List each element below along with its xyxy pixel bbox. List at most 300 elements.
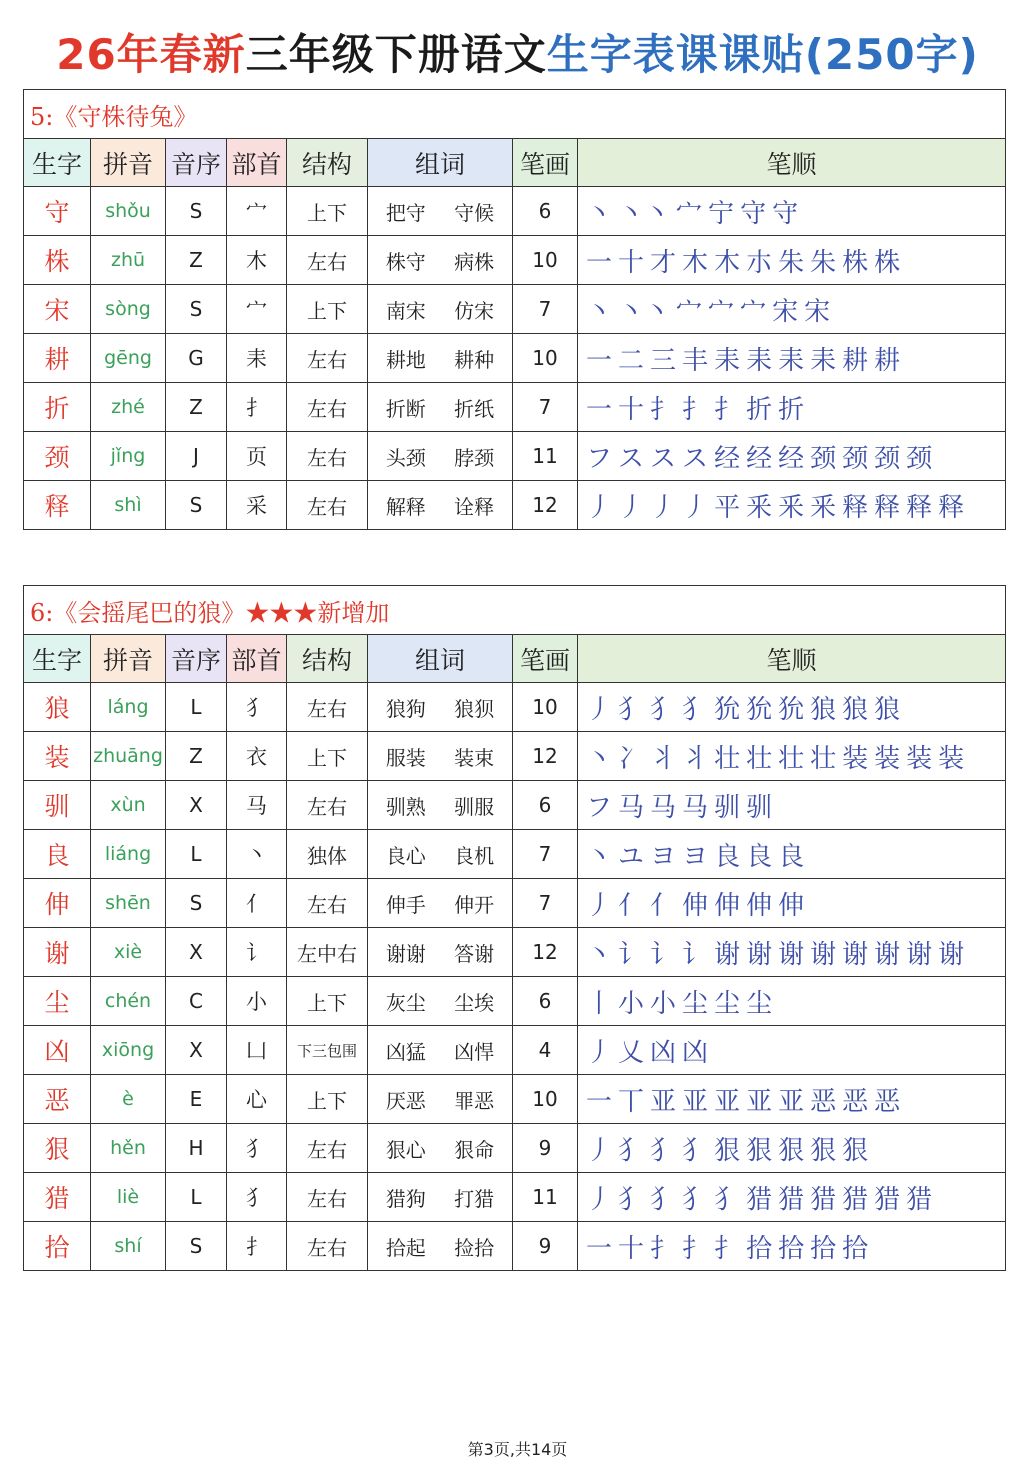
cell-radical: 犭 [227,1124,287,1173]
cell-char: 良 [24,830,91,879]
stroke-step: 才 [650,247,677,278]
stroke-step: 亚 [778,1086,805,1117]
table-row [24,1222,1006,1271]
cell-structure: 左右 [287,781,368,830]
stroke-step: 拾 [778,1233,805,1264]
stroke-step: 狠 [810,1135,837,1166]
cell-stroke-sequence [578,432,1006,481]
cell-char: 驯 [24,781,91,830]
cell-structure: 上下 [287,977,368,1026]
cell-pinyin: hěn [91,1124,166,1173]
stroke-step: 谢 [778,939,805,970]
stroke-step: 丶 [586,939,613,970]
cell-radical: 页 [227,432,287,481]
stroke-step: 耒 [714,345,741,376]
cell-pinyin: zhé [91,383,166,432]
stroke-step: 亚 [746,1086,773,1117]
page-title [0,22,1035,82]
stroke-step: 驯 [714,792,741,823]
cell-structure: 左右 [287,1222,368,1271]
stroke-step: 恶 [842,1086,869,1117]
stroke-step: 釆 [778,492,805,523]
cell-words: 解释 诠释 [368,481,513,530]
cell-radical: 马 [227,781,287,830]
stroke-step: 十 [618,394,645,425]
cell-order: S [166,285,227,334]
cell-words: 服装 装束 [368,732,513,781]
stroke-step: 猎 [778,1184,805,1215]
cell-structure: 左右 [287,1124,368,1173]
stroke-step: 壮 [810,743,837,774]
cell-structure: 左中右 [287,928,368,977]
cell-structure: 下三包围 [287,1026,368,1075]
cell-stroke-sequence [578,1075,1006,1124]
lesson-title: 5:《守株待兔》 [24,90,1006,139]
cell-order: X [166,1026,227,1075]
stroke-step: 宀 [676,296,703,327]
cell-structure: 左右 [287,334,368,383]
header-structure: 结构 [287,139,368,187]
header-strokes: 笔画 [513,139,578,187]
stroke-step: 凶 [682,1037,709,1068]
stroke-step: 谢 [906,939,933,970]
cell-pinyin: liè [91,1173,166,1222]
cell-words: 伸手 伸开 [368,879,513,928]
cell-char: 猎 [24,1173,91,1222]
stroke-step: 一 [586,1086,613,1117]
stroke-step: 一 [586,1233,613,1264]
cell-order: C [166,977,227,1026]
stroke-step: 耕 [874,345,901,376]
stroke-step: 尘 [682,988,709,1019]
table-row [24,432,1006,481]
stroke-step: 马 [682,792,709,823]
stroke-step: 狼 [874,694,901,725]
stroke-step: 拾 [810,1233,837,1264]
cell-words: 耕地 耕种 [368,334,513,383]
stroke-step: 狁 [778,694,805,725]
cell-pinyin: xiè [91,928,166,977]
cell-order: S [166,879,227,928]
cell-structure: 左右 [287,481,368,530]
stroke-step: 一 [586,345,613,376]
stroke-step: 扌 [714,394,741,425]
cell-pinyin: xùn [91,781,166,830]
stroke-step: 装 [938,743,965,774]
stroke-step: 伸 [778,890,805,921]
stroke-step: 恶 [810,1086,837,1117]
stroke-step: フ [586,792,613,823]
table-row [24,879,1006,928]
stroke-step: 株 [874,247,901,278]
cell-structure: 上下 [287,732,368,781]
stroke-step: 谢 [842,939,869,970]
stroke-step: 丶 [586,841,613,872]
stroke-step: 经 [746,443,773,474]
cell-char: 尘 [24,977,91,1026]
table-row [24,830,1006,879]
stroke-step: 丶丶 [618,198,671,229]
stroke-step: 犭 [618,694,645,725]
stroke-step: 亚 [650,1086,677,1117]
cell-structure: 左右 [287,683,368,732]
cell-radical: 亻 [227,879,287,928]
stroke-step: 经 [714,443,741,474]
stroke-step: 讠 [682,939,709,970]
title-part-table: 生字表课课贴(250字) [546,30,979,79]
table-row [24,732,1006,781]
stroke-step: 亻 [650,890,677,921]
cell-pinyin: gēng [91,334,166,383]
cell-stroke-sequence [578,1173,1006,1222]
cell-words: 猎狗 打猎 [368,1173,513,1222]
stroke-step: 小 [650,988,677,1019]
table-row [24,285,1006,334]
cell-radical: 木 [227,236,287,285]
cell-char: 凶 [24,1026,91,1075]
table-row [24,383,1006,432]
cell-words: 拾起 捡拾 [368,1222,513,1271]
stroke-step: 犭 [618,1184,645,1215]
table-row [24,977,1006,1026]
cell-order: G [166,334,227,383]
stroke-step: 丬 [650,743,677,774]
cell-words: 南宋 仿宋 [368,285,513,334]
table-row [24,781,1006,830]
stroke-step: 丶 [586,296,613,327]
cell-stroke-sequence [578,481,1006,530]
stroke-step: 犭 [682,1135,709,1166]
cell-radical: 宀 [227,187,287,236]
title-part-year: 26年春新 [56,30,246,79]
stroke-step: 犭 [682,694,709,725]
cell-stroke-sequence [578,334,1006,383]
stroke-step: 壮 [778,743,805,774]
cell-radical: 讠 [227,928,287,977]
header-words: 组词 [368,635,513,683]
stroke-step: 宋 [772,296,799,327]
cell-strokes: 9 [513,1222,578,1271]
stroke-step: 恶 [874,1086,901,1117]
cell-pinyin: liáng [91,830,166,879]
cell-strokes: 7 [513,879,578,928]
stroke-step: 丿 [586,694,613,725]
cell-char: 拾 [24,1222,91,1271]
table-row [24,187,1006,236]
cell-words: 厌恶 罪恶 [368,1075,513,1124]
cell-radical: 宀 [227,285,287,334]
stroke-step: 猎 [746,1184,773,1215]
stroke-step: 凶 [650,1037,677,1068]
stroke-step: 狠 [746,1135,773,1166]
stroke-step: 尘 [714,988,741,1019]
stroke-step: 丿 [682,492,709,523]
stroke-step: 折 [778,394,805,425]
cell-strokes: 4 [513,1026,578,1075]
cell-structure: 左右 [287,383,368,432]
header-char: 生字 [24,635,91,683]
cell-stroke-sequence [578,732,1006,781]
stroke-step: 猎 [842,1184,869,1215]
cell-stroke-sequence [578,236,1006,285]
stroke-step: 装 [874,743,901,774]
cell-stroke-sequence [578,977,1006,1026]
stroke-step: 犭 [650,1184,677,1215]
cell-words: 头颈 脖颈 [368,432,513,481]
cell-stroke-sequence [578,879,1006,928]
stroke-step: 犭 [650,1135,677,1166]
cell-char: 耕 [24,334,91,383]
cell-order: X [166,781,227,830]
lesson-title-row [24,90,1006,139]
header-words: 组词 [368,139,513,187]
stroke-step: 丿 [586,492,613,523]
cell-stroke-sequence [578,830,1006,879]
cell-radical: 犭 [227,1173,287,1222]
cell-order: J [166,432,227,481]
stroke-step: 丨 [586,988,613,1019]
cell-strokes: 7 [513,830,578,879]
header-radical: 部首 [227,139,287,187]
page-footer: 第3页,共14页 [467,1440,568,1459]
cell-pinyin: è [91,1075,166,1124]
stroke-step: 颈 [874,443,901,474]
stroke-step: ス [618,443,645,474]
cell-structure: 上下 [287,285,368,334]
cell-strokes: 6 [513,977,578,1026]
stroke-step: 冫 [618,743,645,774]
cell-radical: 凵 [227,1026,287,1075]
stroke-step: 良 [778,841,805,872]
cell-structure: 左右 [287,236,368,285]
cell-words: 狠心 狠命 [368,1124,513,1173]
cell-structure: 上下 [287,1075,368,1124]
stroke-step: 狼 [842,694,869,725]
stroke-step: 狠 [778,1135,805,1166]
cell-char: 株 [24,236,91,285]
stroke-step: 十 [618,1233,645,1264]
header-row [24,635,1006,683]
cell-words: 把守 守候 [368,187,513,236]
cell-pinyin: shí [91,1222,166,1271]
stroke-step: 犭 [714,1184,741,1215]
lesson-title-row [24,586,1006,635]
stroke-step: 猎 [874,1184,901,1215]
stroke-step: 折 [746,394,773,425]
stroke-step: 丶 [586,743,613,774]
stroke-step: 耒 [810,345,837,376]
header-sequence: 笔顺 [578,139,1006,187]
stroke-step: ヨ [682,841,709,872]
stroke-step: 猎 [810,1184,837,1215]
stroke-step: 丿 [586,1135,613,1166]
stroke-step: 釆 [810,492,837,523]
stroke-step: 壮 [714,743,741,774]
stroke-step: 宁 [708,198,735,229]
stroke-step: 朩 [746,247,773,278]
stroke-step: 良 [746,841,773,872]
cell-char: 谢 [24,928,91,977]
cell-order: S [166,1222,227,1271]
cell-char: 伸 [24,879,91,928]
stroke-step: 犭 [618,1135,645,1166]
cell-order: L [166,830,227,879]
stroke-step: 释 [906,492,933,523]
cell-strokes: 11 [513,432,578,481]
stroke-step: 十 [618,247,645,278]
cell-char: 恶 [24,1075,91,1124]
stroke-step: 丿 [618,492,645,523]
cell-pinyin: jǐng [91,432,166,481]
cell-order: Z [166,236,227,285]
cell-radical: 丶 [227,830,287,879]
cell-order: Z [166,732,227,781]
stroke-step: 亻 [618,890,645,921]
stroke-step: 尘 [746,988,773,1019]
stroke-step: 颈 [842,443,869,474]
cell-pinyin: shì [91,481,166,530]
cell-char: 折 [24,383,91,432]
stroke-step: 丰 [682,345,709,376]
stroke-step: 三 [650,345,677,376]
cell-pinyin: chén [91,977,166,1026]
table-row [24,1075,1006,1124]
header-strokes: 笔画 [513,635,578,683]
stroke-step: 守 [740,198,767,229]
stroke-step: 狠 [714,1135,741,1166]
stroke-step: 谢 [714,939,741,970]
stroke-step: 驯 [746,792,773,823]
stroke-step: 释 [874,492,901,523]
header-structure: 结构 [287,635,368,683]
stroke-step: フ [586,443,613,474]
cell-structure: 左右 [287,879,368,928]
cell-char: 释 [24,481,91,530]
cell-order: E [166,1075,227,1124]
stroke-step: 宋 [804,296,831,327]
cell-stroke-sequence [578,383,1006,432]
cell-words: 凶猛 凶悍 [368,1026,513,1075]
cell-pinyin: láng [91,683,166,732]
header-order: 音序 [166,139,227,187]
cell-radical: 扌 [227,383,287,432]
header-sequence: 笔顺 [578,635,1006,683]
cell-stroke-sequence [578,1222,1006,1271]
stroke-step: 装 [906,743,933,774]
cell-structure: 独体 [287,830,368,879]
cell-order: Z [166,383,227,432]
table-row [24,928,1006,977]
cell-pinyin: shēn [91,879,166,928]
stroke-step: ス [682,443,709,474]
header-char: 生字 [24,139,91,187]
cell-words: 驯熟 驯服 [368,781,513,830]
cell-words: 谢谢 答谢 [368,928,513,977]
cell-radical: 犭 [227,683,287,732]
lesson-table [23,585,1006,1271]
cell-strokes: 6 [513,781,578,830]
cell-stroke-sequence [578,1026,1006,1075]
cell-order: S [166,481,227,530]
cell-radical: 衣 [227,732,287,781]
stroke-step: 犭 [682,1184,709,1215]
cell-order: L [166,1173,227,1222]
cell-stroke-sequence [578,187,1006,236]
stroke-step: 亚 [682,1086,709,1117]
cell-stroke-sequence [578,781,1006,830]
stroke-step: 丿 [586,890,613,921]
cell-structure: 左右 [287,432,368,481]
cell-order: S [166,187,227,236]
stroke-step: 装 [842,743,869,774]
stroke-step: 马 [618,792,645,823]
stroke-step: 守 [772,198,799,229]
stroke-step: 朱 [778,247,805,278]
stroke-step: 释 [938,492,965,523]
cell-char: 颈 [24,432,91,481]
stroke-step: 扌 [650,1233,677,1264]
cell-radical: 扌 [227,1222,287,1271]
header-row [24,139,1006,187]
cell-strokes: 12 [513,928,578,977]
table-row [24,334,1006,383]
stroke-step: 拾 [842,1233,869,1264]
cell-stroke-sequence [578,928,1006,977]
stroke-step: 颈 [810,443,837,474]
stroke-step: 株 [842,247,869,278]
cell-char: 狠 [24,1124,91,1173]
stroke-step: 釆 [746,492,773,523]
stroke-step: 扌 [650,394,677,425]
stroke-step: 狁 [746,694,773,725]
stroke-step: 二 [618,345,645,376]
table-row [24,1124,1006,1173]
cell-strokes: 7 [513,285,578,334]
cell-strokes: 12 [513,732,578,781]
lesson-table [23,89,1006,530]
stroke-step: 丬 [682,743,709,774]
cell-strokes: 6 [513,187,578,236]
cell-radical: 小 [227,977,287,1026]
stroke-step: 犭 [650,694,677,725]
stroke-step: 耕 [842,345,869,376]
cell-pinyin: zhuāng [91,732,166,781]
stroke-step: 狁 [714,694,741,725]
cell-radical: 心 [227,1075,287,1124]
cell-char: 宋 [24,285,91,334]
stroke-step: 小 [618,988,645,1019]
header-order: 音序 [166,635,227,683]
cell-order: L [166,683,227,732]
stroke-step: 丿 [586,1037,613,1068]
cell-order: X [166,928,227,977]
cell-char: 狼 [24,683,91,732]
cell-strokes: 10 [513,334,578,383]
cell-strokes: 10 [513,1075,578,1124]
stroke-step: 讠 [650,939,677,970]
stroke-step: 宀 [676,198,703,229]
cell-stroke-sequence [578,683,1006,732]
cell-pinyin: shǒu [91,187,166,236]
stroke-step: 谢 [874,939,901,970]
cell-strokes: 7 [513,383,578,432]
cell-words: 灰尘 尘埃 [368,977,513,1026]
stroke-step: 经 [778,443,805,474]
stroke-step: ヨ [650,841,677,872]
stroke-step: 宀 [708,296,735,327]
header-pinyin: 拼音 [91,635,166,683]
stroke-step: 亚 [714,1086,741,1117]
